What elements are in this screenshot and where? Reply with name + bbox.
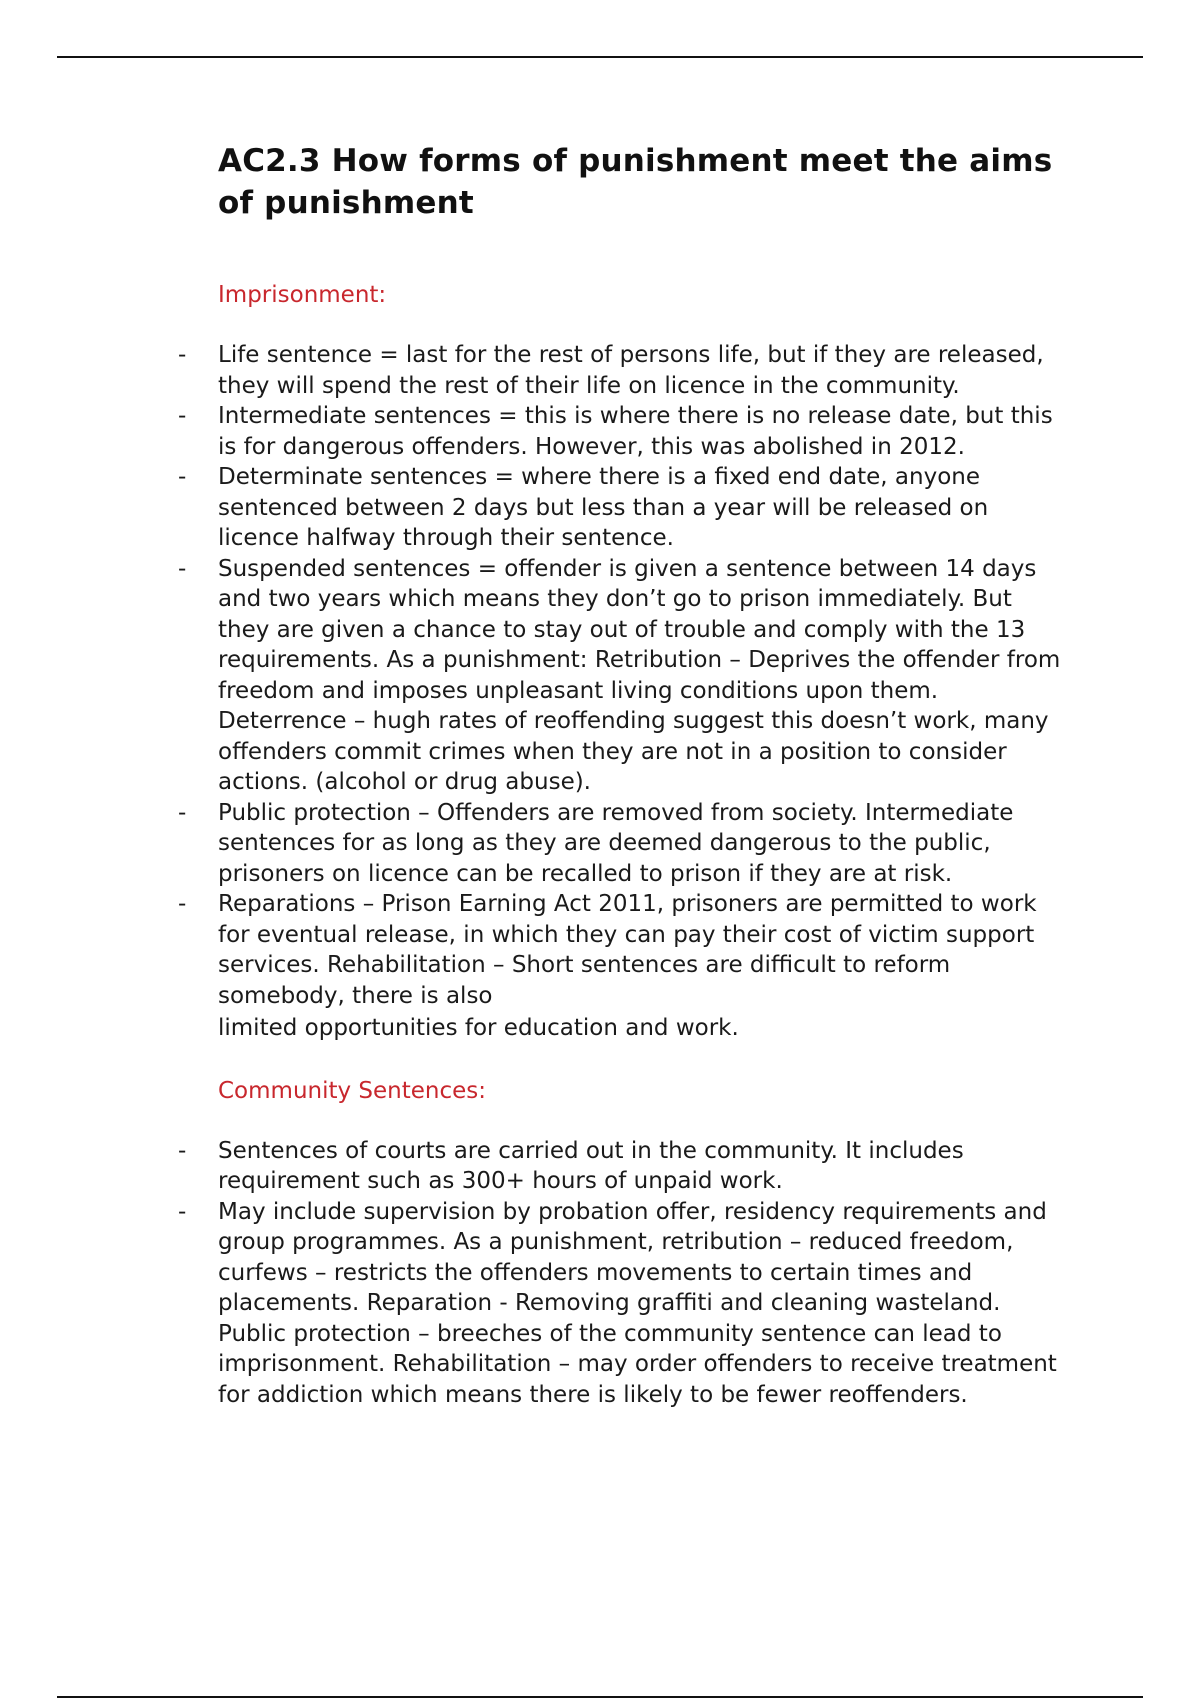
list-item (178, 889, 1068, 1011)
list-item (178, 1197, 1068, 1411)
document-body (178, 140, 1068, 1410)
list-item-text: May include supervision by probation offer, residency requirements and group programmes. As a punishment, retribution – reduced freedom, curfews – restricts the offenders movements to certain times and placements. Reparation - Removing graffiti and cleaning wasteland. Public protection – breeches of the community sentence can lead to imprisonment. Rehabilitation – may order offenders to receive treatment for addiction which means there is likely to be fewer reoffenders. (218, 1198, 1057, 1408)
list-item (178, 340, 1068, 401)
dash-marker: - (178, 799, 187, 826)
list-item (178, 798, 1068, 890)
page-title: AC2.3 How forms of punishment meet the aims of punishment (218, 143, 1053, 221)
list-item-text: Public protection – Offenders are removed from society. Intermediate sentences for as long as they are deemed dangerous to the public, prisoners on licence can be recalled to prison if they are at risk. (218, 799, 1014, 887)
list-item (178, 1136, 1068, 1197)
list-item-text: Life sentence = last for the rest of persons life, but if they are released, they will spend the rest of their life on licence in the community. (218, 342, 1044, 399)
section-heading-imprisonment: Imprisonment: (218, 282, 387, 308)
list-item (178, 462, 1068, 554)
list-item-text: Suspended sentences = offender is given a sentence between 14 days and two years which means they don’t go to prison immediately. But they are given a chance to stay out of trouble and comply with the 13 requirements. As a punishment: Retribution – Deprives the offender from freedom and imposes unpleasant living conditions upon them. Deterrence – hugh rates of reoffending suggest this doesn’t work, many offenders commit crimes when they are not in a position to consider actions. (alcohol or drug abuse). (218, 555, 1061, 795)
imprisonment-list (178, 340, 1068, 1011)
dash-marker: - (178, 342, 187, 368)
community-sentences-list (178, 1136, 1068, 1411)
dash-marker: - (178, 403, 187, 429)
dash-marker: - (178, 464, 187, 490)
imprisonment-trailing-text: limited opportunities for education and work. (218, 1015, 739, 1041)
dash-marker: - (178, 1137, 187, 1164)
dash-marker: - (178, 891, 187, 917)
top-rule (57, 56, 1143, 58)
dash-marker: - (178, 555, 187, 582)
list-item (178, 401, 1068, 462)
list-item-text: Intermediate sentences = this is where there is no release date, but this is for dangerous offenders. However, this was abolished in 2012. (218, 403, 1053, 460)
dash-marker: - (178, 1198, 187, 1225)
section-heading-community-sentences: Community Sentences: (218, 1077, 487, 1104)
list-item-text: Sentences of courts are carried out in the community. It includes requirement such as 300+ hours of unpaid work. (218, 1137, 964, 1194)
list-item-text: Determinate sentences = where there is a fixed end date, anyone sentenced between 2 days but less than a year will be released on licence halfway through their sentence. (218, 464, 989, 551)
list-item (178, 554, 1068, 798)
bottom-rule (57, 1696, 1143, 1698)
list-item-text: Reparations – Prison Earning Act 2011, prisoners are permitted to work for eventual release, in which they can pay their cost of victim support services. Rehabilitation – Short sentences are difficult to reform somebody, there is also (218, 891, 1037, 1009)
